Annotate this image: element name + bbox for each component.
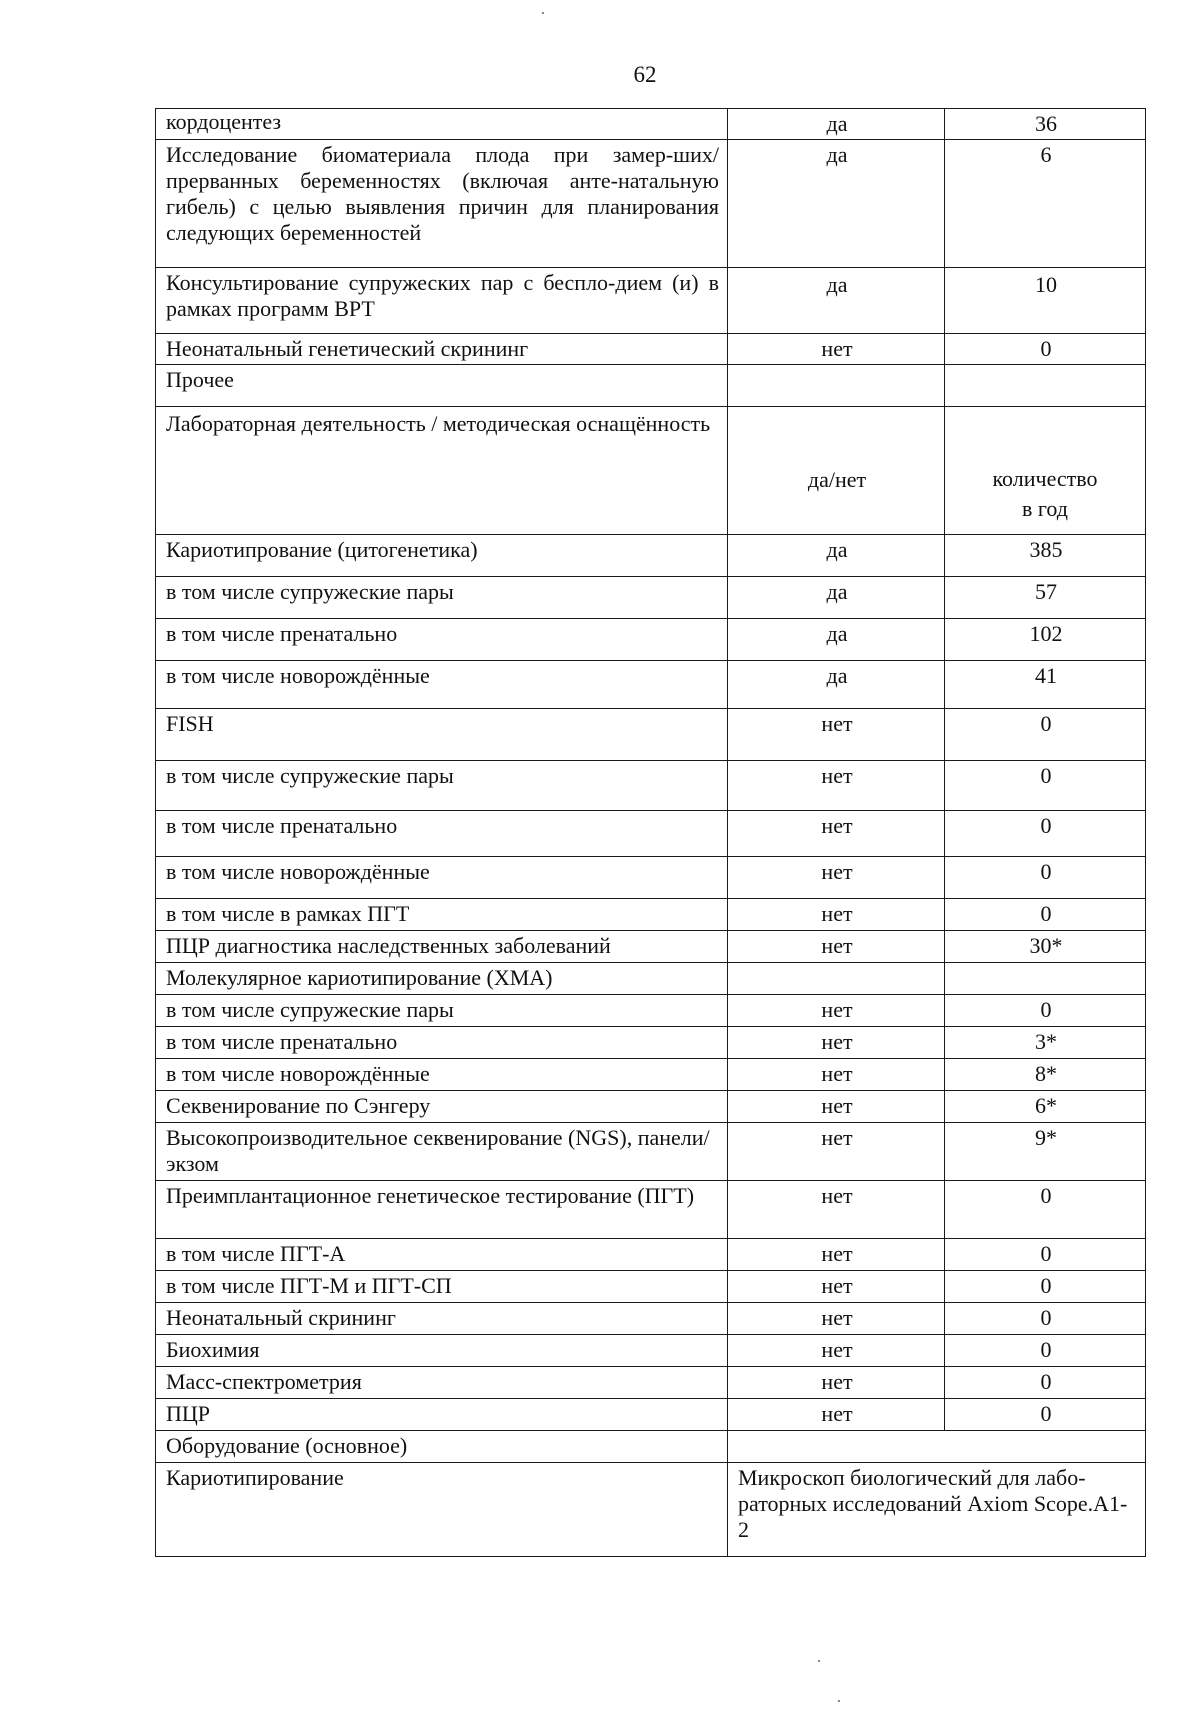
table-row bbox=[156, 1123, 1146, 1181]
table-row bbox=[156, 619, 1146, 661]
row-label: Биохимия bbox=[156, 1335, 728, 1367]
row-flag: нет bbox=[728, 1303, 945, 1335]
row-count: 0 bbox=[945, 899, 1146, 931]
row-count: 0 bbox=[945, 334, 1146, 365]
table-row bbox=[156, 709, 1146, 761]
row-flag: да bbox=[728, 140, 945, 268]
row-label: Секвенирование по Сэнгеру bbox=[156, 1091, 728, 1123]
row-flag: нет bbox=[728, 1239, 945, 1271]
table-row bbox=[156, 1181, 1146, 1239]
table-row bbox=[156, 857, 1146, 899]
row-count: 41 bbox=[945, 661, 1146, 709]
row-count: 0 bbox=[945, 1271, 1146, 1303]
row-flag: да bbox=[728, 268, 945, 334]
row-count: 0 bbox=[945, 1181, 1146, 1239]
table-row bbox=[156, 1463, 1146, 1557]
row-flag: нет bbox=[728, 1399, 945, 1431]
row-label: Консультирование супружеских пар с беспло-дием (и) в рамках программ ВРТ bbox=[156, 268, 728, 334]
row-label: в том числе пренатально bbox=[156, 1027, 728, 1059]
table-row bbox=[156, 268, 1146, 334]
row-flag: нет bbox=[728, 995, 945, 1027]
row-count: 102 bbox=[945, 619, 1146, 661]
table-header-row bbox=[156, 407, 1146, 535]
row-label: в том числе ПГТ-А bbox=[156, 1239, 728, 1271]
row-flag: да bbox=[728, 535, 945, 577]
scan-speck bbox=[542, 12, 544, 14]
table-row bbox=[156, 931, 1146, 963]
table-row bbox=[156, 577, 1146, 619]
table-row bbox=[156, 1239, 1146, 1271]
row-count: 0 bbox=[945, 857, 1146, 899]
equipment-header-cell bbox=[728, 1431, 1146, 1463]
row-flag: нет bbox=[728, 811, 945, 857]
table-row bbox=[156, 995, 1146, 1027]
table-row bbox=[156, 109, 1146, 140]
row-count: 6* bbox=[945, 1091, 1146, 1123]
row-flag: нет bbox=[728, 1335, 945, 1367]
row-count: 30* bbox=[945, 931, 1146, 963]
row-flag: нет bbox=[728, 1181, 945, 1239]
row-label: Прочее bbox=[156, 365, 728, 407]
row-count: 6 bbox=[945, 140, 1146, 268]
row-label: в том числе ПГТ-М и ПГТ-СП bbox=[156, 1271, 728, 1303]
row-flag: нет bbox=[728, 857, 945, 899]
row-flag: нет bbox=[728, 899, 945, 931]
row-label: Высокопроизводительное секвенирование (NGS), панели/экзом bbox=[156, 1123, 728, 1181]
row-count bbox=[945, 963, 1146, 995]
row-flag: нет bbox=[728, 334, 945, 365]
row-flag: да bbox=[728, 619, 945, 661]
row-label: в том числе супружеские пары bbox=[156, 995, 728, 1027]
row-flag: нет bbox=[728, 1027, 945, 1059]
column-header-count: количество в год bbox=[945, 407, 1146, 535]
row-count: 0 bbox=[945, 1367, 1146, 1399]
row-flag: нет bbox=[728, 1271, 945, 1303]
row-label: в том числе новорождённые bbox=[156, 857, 728, 899]
table-row bbox=[156, 661, 1146, 709]
table-row bbox=[156, 365, 1146, 407]
row-count: 0 bbox=[945, 995, 1146, 1027]
row-label: в том числе пренатально bbox=[156, 619, 728, 661]
row-flag: нет bbox=[728, 1367, 945, 1399]
row-flag: нет bbox=[728, 1091, 945, 1123]
row-label: ПЦР bbox=[156, 1399, 728, 1431]
row-label: Преимплантационное генетическое тестирование (ПГТ) bbox=[156, 1181, 728, 1239]
row-label: FISH bbox=[156, 709, 728, 761]
row-flag: нет bbox=[728, 1123, 945, 1181]
row-label: кордоцентез bbox=[156, 109, 728, 140]
table-row bbox=[156, 1271, 1146, 1303]
row-count: 0 bbox=[945, 811, 1146, 857]
row-label: Исследование биоматериала плода при замер-шиx/прерванных беременностях (включая анте-натальную гибель) с целью выявления причин для планирования следующих беременностей bbox=[156, 140, 728, 268]
row-flag: да bbox=[728, 661, 945, 709]
row-count: 0 bbox=[945, 1335, 1146, 1367]
row-label: Лабораторная деятельность / методическая оснащённость bbox=[156, 407, 728, 535]
row-count: 10 bbox=[945, 268, 1146, 334]
row-label: Оборудование (основное) bbox=[156, 1431, 728, 1463]
row-count: 3* bbox=[945, 1027, 1146, 1059]
row-label: в том числе новорождённые bbox=[156, 1059, 728, 1091]
row-flag: да bbox=[728, 109, 945, 140]
row-flag: нет bbox=[728, 709, 945, 761]
row-flag: нет bbox=[728, 1059, 945, 1091]
row-count: 385 bbox=[945, 535, 1146, 577]
row-label: в том числе супружеские пары bbox=[156, 577, 728, 619]
table-row bbox=[156, 899, 1146, 931]
row-flag bbox=[728, 963, 945, 995]
row-count: 0 bbox=[945, 1303, 1146, 1335]
row-label: ПЦР диагностика наследственных заболеваний bbox=[156, 931, 728, 963]
column-header-flag: да/нет bbox=[728, 407, 945, 535]
table-row bbox=[156, 1091, 1146, 1123]
scan-speck bbox=[818, 1660, 820, 1662]
row-count: 8* bbox=[945, 1059, 1146, 1091]
row-label: в том числе в рамках ПГТ bbox=[156, 899, 728, 931]
table-row bbox=[156, 1027, 1146, 1059]
row-label: Масс-спектрометрия bbox=[156, 1367, 728, 1399]
row-label: Неонатальный скрининг bbox=[156, 1303, 728, 1335]
table-row bbox=[156, 1367, 1146, 1399]
row-label: в том числе пренатально bbox=[156, 811, 728, 857]
row-label: Кариотипирование bbox=[156, 1463, 728, 1557]
equipment-description: Микроскоп биологический для лабо-раторных исследований Axiom Scope.A1-2 bbox=[728, 1463, 1146, 1557]
row-label: в том числе новорождённые bbox=[156, 661, 728, 709]
row-count: 36 bbox=[945, 109, 1146, 140]
row-flag: нет bbox=[728, 931, 945, 963]
table-row bbox=[156, 761, 1146, 811]
row-label: в том числе супружеские пары bbox=[156, 761, 728, 811]
row-label: Неонатальный генетический скрининг bbox=[156, 334, 728, 365]
page-number: 62 bbox=[633, 62, 657, 87]
row-count: 9* bbox=[945, 1123, 1146, 1181]
table-row bbox=[156, 1059, 1146, 1091]
row-count: 0 bbox=[945, 1239, 1146, 1271]
table-row bbox=[156, 963, 1146, 995]
row-flag: да bbox=[728, 577, 945, 619]
lab-activity-table bbox=[155, 108, 1146, 1557]
table-row bbox=[156, 1335, 1146, 1367]
row-count: 0 bbox=[945, 1399, 1146, 1431]
row-count: 57 bbox=[945, 577, 1146, 619]
table-row bbox=[156, 334, 1146, 365]
row-label: Молекулярное кариотипирование (ХМА) bbox=[156, 963, 728, 995]
scan-speck bbox=[838, 1700, 840, 1702]
row-count: 0 bbox=[945, 709, 1146, 761]
row-count: 0 bbox=[945, 761, 1146, 811]
table-row bbox=[156, 1399, 1146, 1431]
table-row bbox=[156, 1303, 1146, 1335]
table-row bbox=[156, 1431, 1146, 1463]
table-row bbox=[156, 140, 1146, 268]
row-flag: нет bbox=[728, 761, 945, 811]
row-label: Кариотипрование (цитогенетика) bbox=[156, 535, 728, 577]
table-row bbox=[156, 535, 1146, 577]
row-flag bbox=[728, 365, 945, 407]
row-count bbox=[945, 365, 1146, 407]
table-row bbox=[156, 811, 1146, 857]
